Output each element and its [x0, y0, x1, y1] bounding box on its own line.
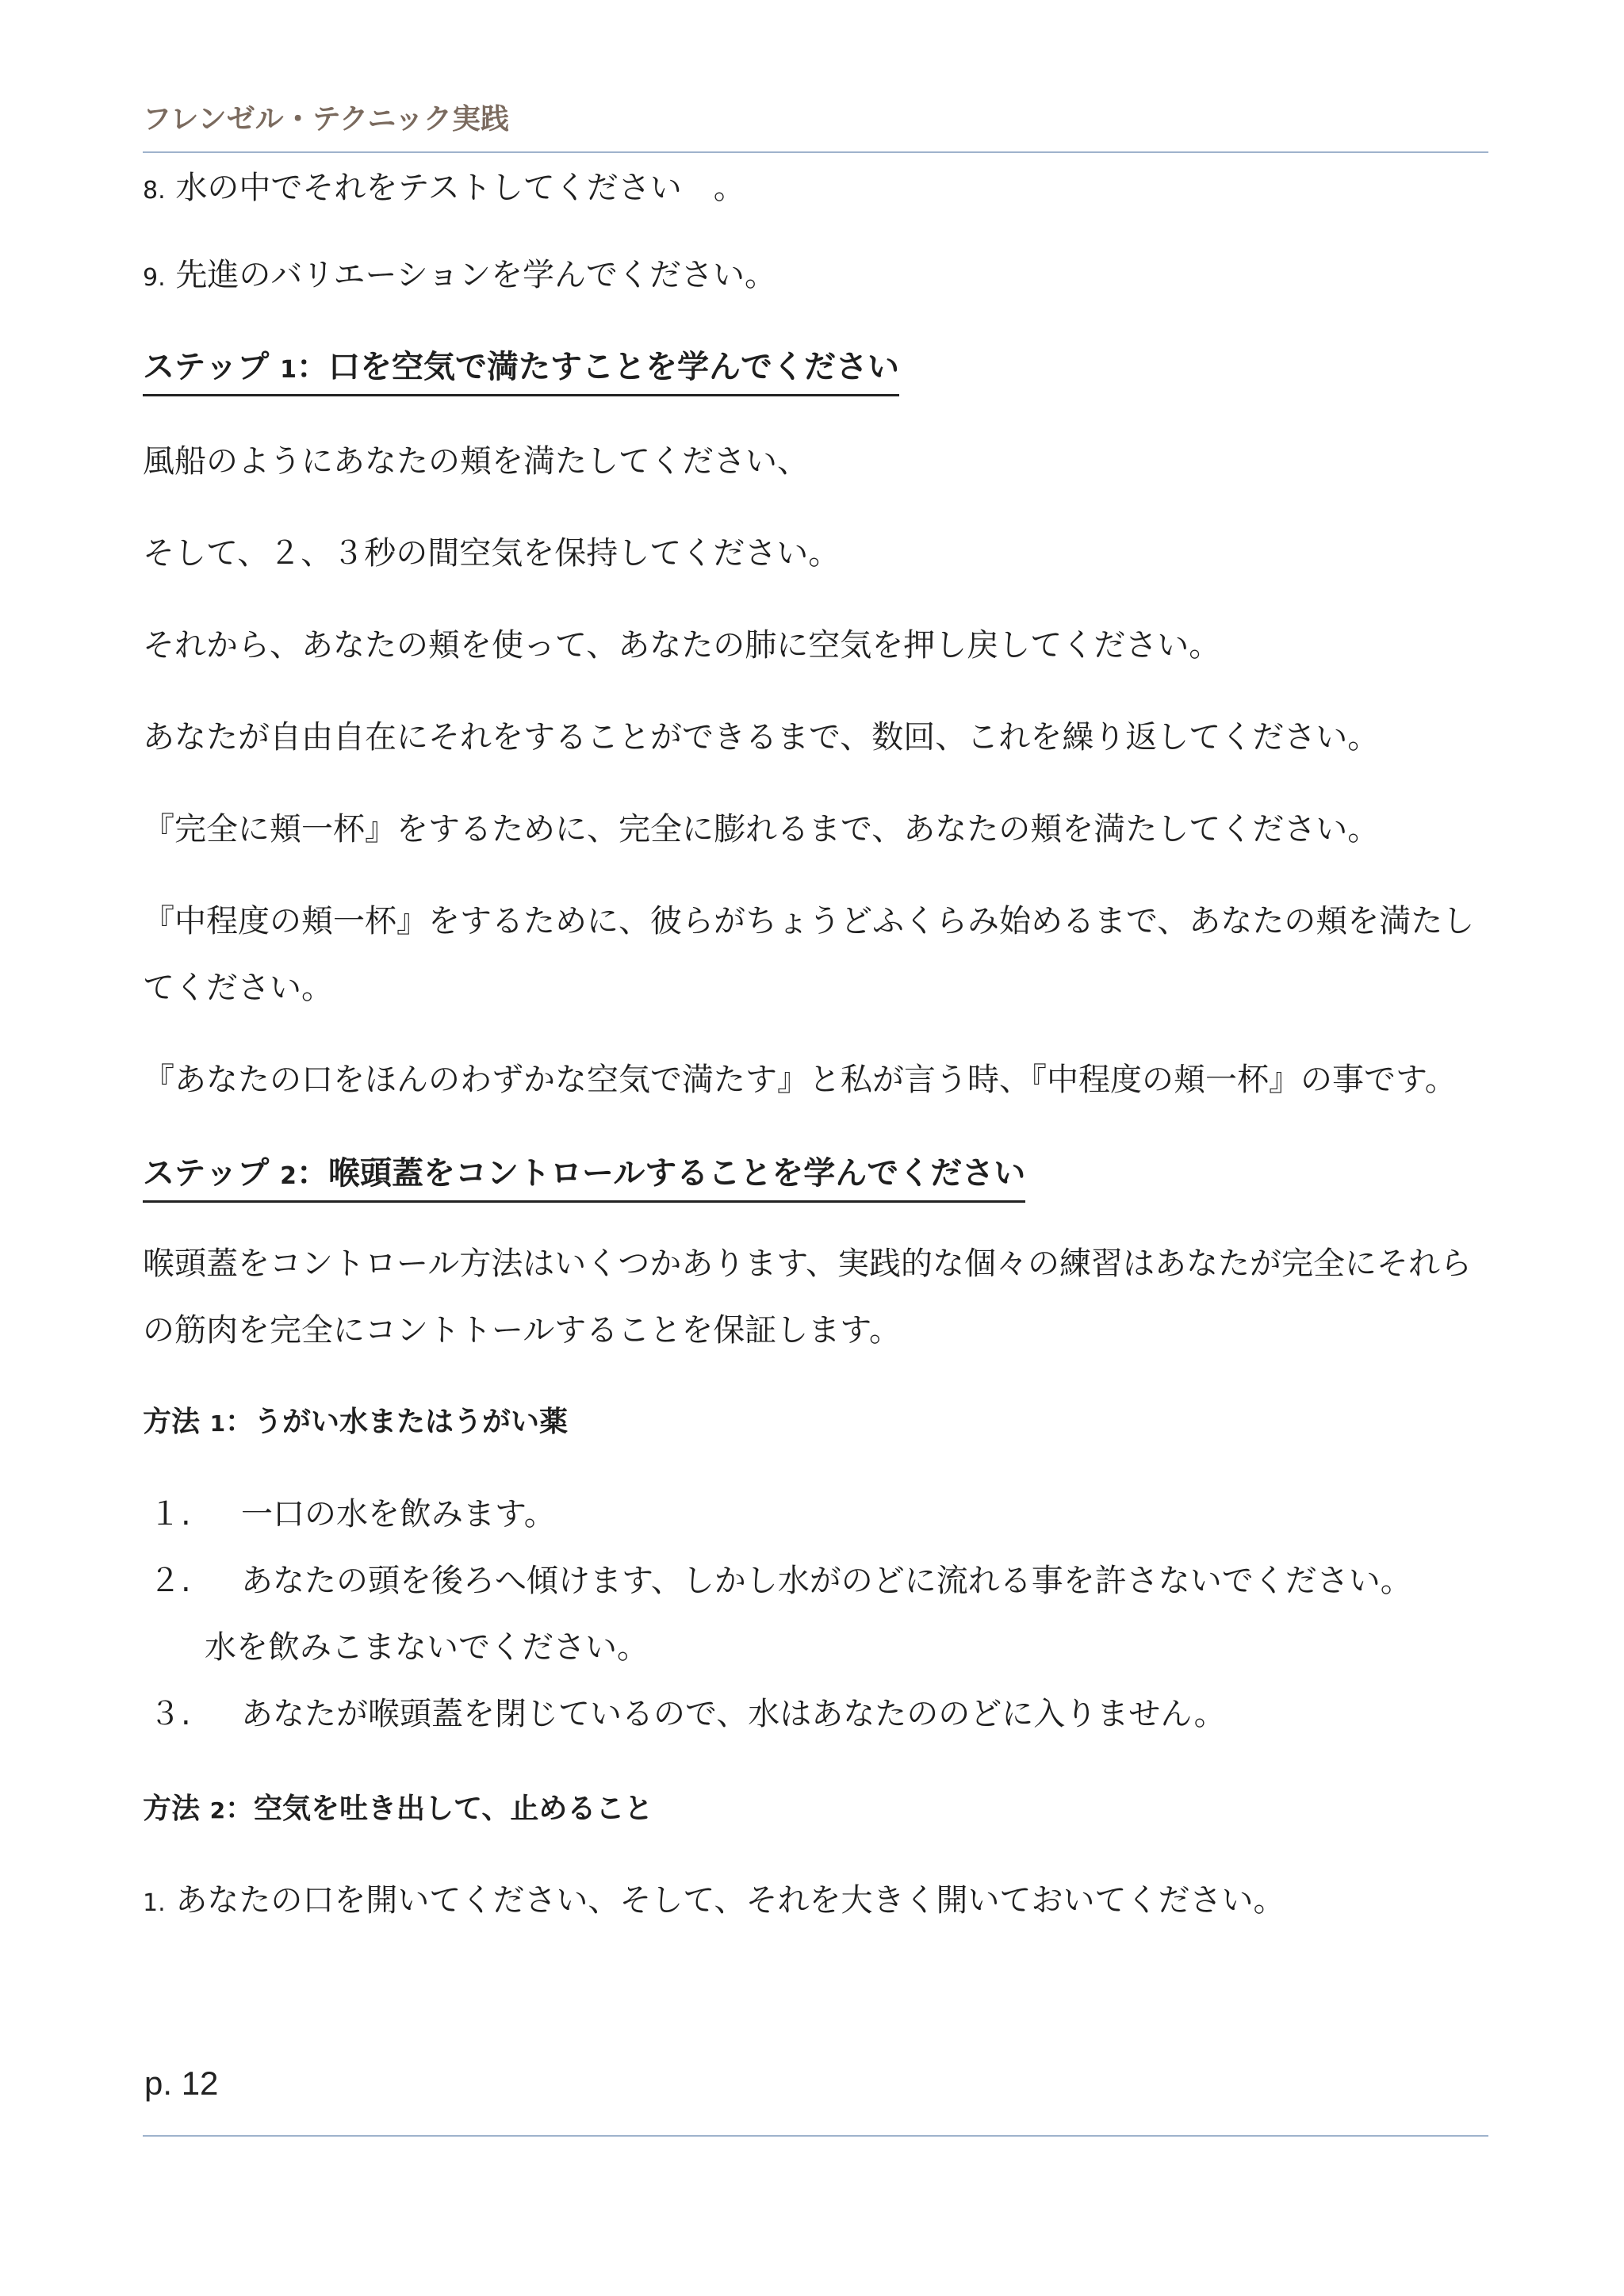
- method-title: ：空気を吐き出して、止めること: [225, 1793, 653, 1825]
- step2-heading: [143, 1155, 1026, 1203]
- heading-number: 1: [280, 356, 297, 384]
- method-number: 2: [209, 1797, 226, 1823]
- method-prefix: 方法: [143, 1406, 201, 1438]
- step1-paragraph: 『あなたの口をほんのわずかな空気で満たす』と私が言う時、『中程度の頬一杯』の事です。: [143, 1062, 1457, 1098]
- list-text: あなたが喉頭蓋を閉じているので、水はあなたののどに入りません。: [241, 1696, 1226, 1732]
- running-header: フレンゼル・テクニック実践: [143, 103, 510, 136]
- list-number: 1.: [143, 1889, 166, 1917]
- method1-item-2-cont: 水を飲みこまないでください。: [205, 1629, 649, 1666]
- heading-title: ：喉頭蓋をコントロールすることを学んでください: [297, 1155, 1026, 1192]
- list-number: 9.: [143, 264, 166, 292]
- step1-paragraph: それから、あなたの頬を使って、あなたの肺に空気を押し戻してください。: [143, 627, 1221, 664]
- heading-title: ：口を空気で満たすことを学んでください: [297, 349, 900, 385]
- heading-number: 2: [280, 1162, 297, 1190]
- heading-prefix: ステップ: [143, 1155, 270, 1192]
- list-marker: １.: [149, 1496, 191, 1533]
- step1-paragraph: そして、２、３秒の間空気を保持してください。: [143, 535, 841, 572]
- list-marker: ２.: [149, 1563, 191, 1599]
- method-number: 1: [209, 1410, 226, 1437]
- step2-intro-cont: の筋肉を完全にコントトールすることを保証します。: [143, 1312, 901, 1349]
- list-number: 8.: [143, 177, 166, 205]
- method1-item-3: [149, 1698, 1226, 1730]
- header-rule: [143, 151, 1488, 153]
- list-text: 一口の水を飲みます。: [241, 1496, 556, 1533]
- step1-paragraph: 『完全に頬一杯』をするために、完全に膨れるまで、あなたの頬を満たしてください。: [143, 811, 1380, 848]
- list-text: あなたの口を開いてください、そして、それを大きく開いておいてください。: [175, 1882, 1285, 1919]
- method1-heading: [143, 1406, 568, 1440]
- step1-paragraph: 風船のようにあなたの頬を満たしてください、: [143, 443, 809, 480]
- list-item-9: [143, 259, 776, 294]
- footer-rule: [143, 2135, 1488, 2137]
- step2-intro: 喉頭蓋をコントロール方法はいくつかあります、実践的な個々の練習はあなたが完全にそれら: [143, 1246, 1472, 1282]
- method2-item-1: [143, 1882, 1285, 1919]
- step1-paragraph: あなたが自由自在にそれをすることができるまで、数回、これを繰り返してください。: [143, 719, 1380, 756]
- method1-item-1: [149, 1496, 556, 1533]
- heading-prefix: ステップ: [143, 349, 270, 385]
- list-text: あなたの頭を後ろへ傾けます、しかし水がのどに流れる事を許さないでください。: [241, 1563, 1412, 1599]
- method2-heading: [143, 1793, 653, 1827]
- method-title: ：うがい水またはうがい薬: [225, 1406, 569, 1438]
- method1-item-2: [149, 1565, 1412, 1597]
- list-marker: ３.: [149, 1696, 191, 1732]
- list-text: 先進のバリエーションを学んでください。: [175, 257, 776, 293]
- step1-heading: [143, 351, 899, 396]
- method-prefix: 方法: [143, 1793, 201, 1825]
- list-item-8: [143, 172, 745, 207]
- step1-paragraph-wrapped: 『中程度の頬一杯』をするために、彼らがちょうどふくらみ始めるまで、あなたの頬を満たし: [143, 903, 1475, 939]
- page-number: p. 12: [144, 2064, 219, 2102]
- list-text: 水の中でそれをテストしてください 。: [175, 170, 745, 206]
- step1-paragraph-wrapped-cont: てください。: [143, 970, 333, 1006]
